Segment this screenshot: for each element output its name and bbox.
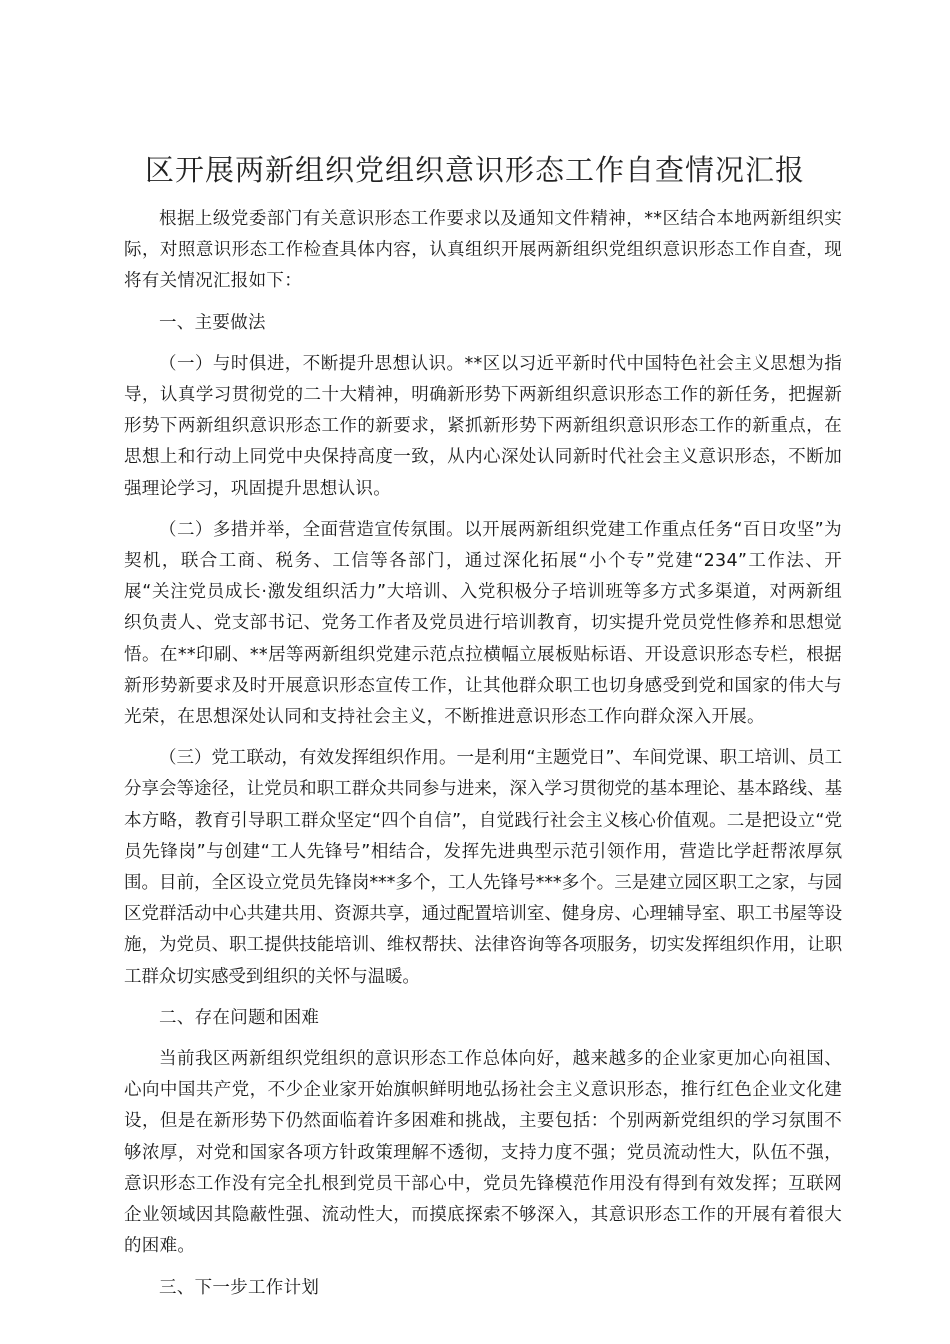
- section-3-heading: 三、下一步工作计划: [159, 1277, 320, 1298]
- section-1-heading: 一、主要做法: [159, 312, 266, 333]
- section-1-paragraph-1: （一）与时俱进，不断提升思想认识。**区以习近平新时代中国特色社会主义思想为指导，认真学习贯彻党的二十大精神，明确新形势下两新组织意识形态工作的新任务，把握新形势下两新组织意识形态工作的新要求，紧抓新形势下两新组织意识形态工作的新重点，在思想上和行动上同党中央保持高度一致，从内心深处认同新时代社会主义意识形态，不断加强理论学习，巩固提升思想认识。: [124, 353, 842, 499]
- section-1-paragraph-2: （二）多措并举，全面营造宣传氛围。以开展两新组织党建工作重点任务“百日攻坚”为契机，联合工商、税务、工信等各部门，通过深化拓展“小个专”党建“234”工作法、开展“关注党员成长·激发组织活力”大培训、入党积极分子培训班等多方式多渠道，对两新组织负责人、党支部书记、党务工作者及党员进行培训教育，切实提升党员党性修养和思想觉悟。在**印刷、**居等两新组织党建示范点拉横幅立展板贴标语、开设意识形态专栏，根据新形势新要求及时开展意识形态宣传工作，让其他群众职工也切身感受到党和国家的伟大与光荣，在思想深处认同和支持社会主义，不断推进意识形态工作向群众深入开展。: [124, 519, 842, 728]
- intro-paragraph: 根据上级党委部门有关意识形态工作要求以及通知文件精神，**区结合本地两新组织实际，对照意识形态工作检查具体内容，认真组织开展两新组织党组织意识形态工作自查，现将有关情况汇报如下：: [124, 209, 842, 292]
- section-2-paragraph-1: 当前我区两新组织党组织的意识形态工作总体向好，越来越多的企业家更加心向祖国、心向中国共产党，不少企业家开始旗帜鲜明地弘扬社会主义意识形态，推行红色企业文化建设，但是在新形势下仍然面临着许多困难和挑战，主要包括：个别两新党组织的学习氛围不够浓厚，对党和国家各项方针政策理解不透彻，支持力度不强；党员流动性大，队伍不强，意识形态工作没有完全扎根到党员干部心中，党员先锋模范作用没有得到有效发挥；互联网企业领域因其隐蔽性强、流动性大，而摸底探索不够深入，其意识形态工作的开展有着很大的困难。: [124, 1049, 842, 1257]
- document-body: [124, 204, 842, 1314]
- document-title: 区开展两新组织党组织意识形态工作自查情况汇报: [144, 153, 805, 187]
- section-1-paragraph-3: （三）党工联动，有效发挥组织作用。一是利用“主题党日”、车间党课、职工培训、员工分享会等途径，让党员和职工群众共同参与进来，深入学习贯彻党的基本理论、基本路线、基本方略，教育引导职工群众坚定“四个自信”，自觉践行社会主义核心价值观。二是把设立“党员先锋岗”与创建“工人先锋号”相结合，发挥先进典型示范引领作用，营造比学赶帮浓厚氛围。目前，全区设立党员先锋岗***多个，工人先锋号***多个。三是建立园区职工之家，与园区党群活动中心共建共用、资源共享，通过配置培训室、健身房、心理辅导室、职工书屋等设施，为党员、职工提供技能培训、维权帮扶、法律咨询等各项服务，切实发挥组织作用，让职工群众切实感受到组织的关怀与温暖。: [124, 748, 842, 987]
- section-2-heading: 二、存在问题和困难: [159, 1007, 320, 1028]
